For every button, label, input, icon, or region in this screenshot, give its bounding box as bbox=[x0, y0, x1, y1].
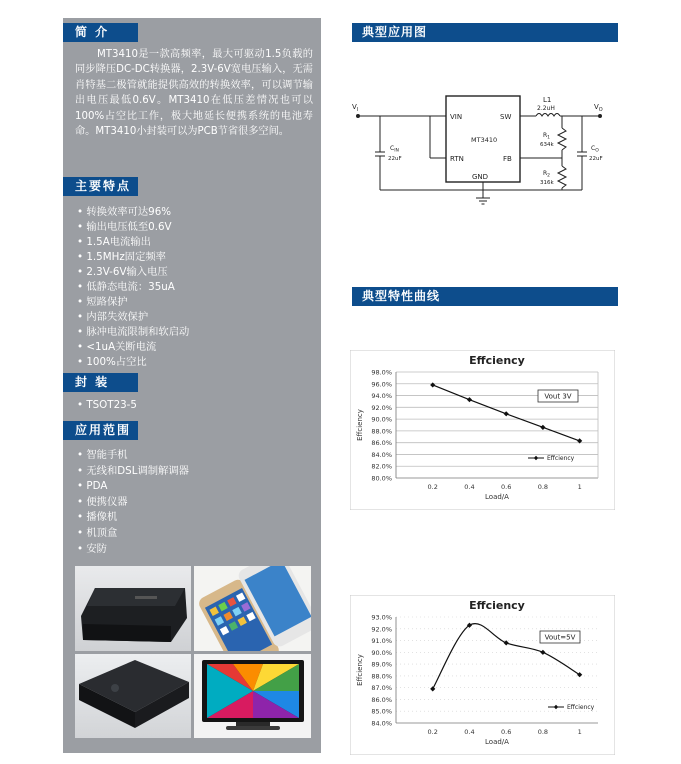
x-tick-label: 0.4 bbox=[464, 728, 475, 736]
svg-text:VO bbox=[594, 103, 603, 113]
y-tick-label: 92.0% bbox=[371, 403, 392, 412]
y-tick-label: 87.0% bbox=[371, 684, 392, 693]
application-item: • 机顶盒 bbox=[77, 526, 189, 542]
x-tick-label: 0.2 bbox=[427, 483, 438, 491]
x-axis-label: Load/A bbox=[485, 493, 509, 501]
x-tick-label: 1 bbox=[577, 728, 582, 736]
svg-text:R1 bbox=[543, 132, 550, 141]
feature-item: • 短路保护 bbox=[77, 295, 189, 310]
x-tick-label: 0.8 bbox=[537, 728, 549, 736]
y-tick-label: 88.0% bbox=[371, 427, 392, 436]
y-axis-label: Effciency bbox=[356, 654, 364, 686]
application-item: • 智能手机 bbox=[77, 448, 189, 464]
y-tick-label: 84.0% bbox=[371, 450, 392, 459]
set-top-box-photo bbox=[75, 566, 191, 651]
application-item: • 播像机 bbox=[77, 510, 189, 526]
vout-subscript: O bbox=[598, 107, 603, 113]
feature-item: • 输出电压低至0.6V bbox=[77, 220, 189, 235]
x-tick-label: 1 bbox=[577, 483, 582, 491]
y-tick-label: 96.0% bbox=[371, 380, 392, 389]
feature-item: • 1.5MHz固定频率 bbox=[77, 250, 189, 265]
inductor-label: L1 bbox=[543, 96, 552, 104]
annotation-text: Vout 3V bbox=[544, 392, 572, 401]
r2-label: R bbox=[543, 170, 548, 177]
y-tick-label: 88.0% bbox=[371, 672, 392, 681]
application-item: • PDA bbox=[77, 479, 189, 495]
y-tick-label: 98.0% bbox=[371, 368, 392, 377]
curves-heading: 典型特性曲线 bbox=[352, 287, 618, 306]
r2-subscript: 2 bbox=[547, 173, 551, 179]
feature-item: • 低静态电流：35uA bbox=[77, 280, 189, 295]
y-axis-label: Effciency bbox=[356, 409, 364, 441]
vout-label: V bbox=[594, 103, 599, 111]
feature-item: • 内部失效保护 bbox=[77, 310, 189, 325]
y-tick-label: 85.0% bbox=[371, 707, 392, 716]
pin-gnd-label: GND bbox=[472, 173, 489, 181]
r1-subscript: 1 bbox=[547, 135, 551, 141]
product-photos bbox=[75, 566, 311, 738]
x-tick-label: 0.8 bbox=[537, 483, 549, 491]
cin-label: C bbox=[390, 145, 395, 152]
package-heading: 封 装 bbox=[63, 373, 138, 392]
legend-label: Effciency bbox=[547, 455, 575, 463]
application-item: • 安防 bbox=[77, 542, 189, 558]
feature-item: • 2.3V-6V输入电压 bbox=[77, 265, 189, 280]
y-tick-label: 89.0% bbox=[371, 660, 392, 669]
typical-application-circuit bbox=[350, 80, 650, 220]
feature-item: • 脉冲电流限制和软启动 bbox=[77, 325, 189, 340]
y-tick-label: 80.0% bbox=[371, 474, 392, 483]
smartphone-photo bbox=[194, 566, 311, 651]
svg-text:VI bbox=[352, 103, 358, 113]
feature-item: • 1.5A电流输出 bbox=[77, 235, 189, 250]
x-tick-label: 0.6 bbox=[501, 728, 512, 736]
r1-label: R bbox=[543, 132, 548, 139]
chart-title: Effciency bbox=[469, 354, 525, 367]
annotation-text: Vout=5V bbox=[544, 633, 576, 642]
y-tick-label: 82.0% bbox=[371, 462, 392, 471]
chip-label: MT3410 bbox=[471, 136, 498, 144]
cout-value: 22uF bbox=[589, 156, 603, 162]
media-box-photo bbox=[75, 654, 191, 738]
x-axis-label: Load/A bbox=[485, 738, 509, 746]
cin-subscript: IN bbox=[394, 148, 399, 154]
application-item: • 无线和DSL调制解调器 bbox=[77, 464, 189, 480]
sidebar bbox=[63, 18, 321, 753]
svg-text:CIN bbox=[390, 145, 399, 154]
efficiency-chart-3v bbox=[350, 350, 615, 510]
features-heading: 主要特点 bbox=[63, 177, 138, 196]
vin-subscript: I bbox=[356, 107, 359, 113]
vin-label: V bbox=[352, 103, 357, 111]
intro-heading: 简 介 bbox=[63, 23, 138, 42]
r1-value: 634k bbox=[540, 142, 554, 148]
application-item: • 便携仪器 bbox=[77, 495, 189, 511]
y-tick-label: 90.0% bbox=[371, 648, 392, 657]
features-list bbox=[77, 205, 189, 370]
svg-text:CO bbox=[591, 145, 599, 154]
intro-paragraph: MT3410是一款高频率，最大可驱动1.5负载的同步降压DC-DC转换器，2.3V-6V宽电压输入，无需肖特基二极管就能提供高效的转换效率，可以调节输出电压最低0.6V。MT3410在低压差情况也可以100%占空比工作，极大地延长便携系统的电池寿命。MT3410小封装可以为PCB节省很多空间。 bbox=[75, 49, 313, 138]
feature-item: • 转换效率可达96% bbox=[77, 205, 189, 220]
legend-label: Effciency bbox=[567, 704, 595, 712]
y-tick-label: 92.0% bbox=[371, 625, 392, 634]
pin-rtn-label: RTN bbox=[450, 155, 464, 163]
y-tick-label: 94.0% bbox=[371, 392, 392, 401]
x-tick-label: 0.4 bbox=[464, 483, 475, 491]
y-tick-label: 93.0% bbox=[371, 613, 392, 622]
feature-item: • <1uA关断电流 bbox=[77, 340, 189, 355]
package-item: • TSOT23-5 bbox=[77, 398, 137, 413]
inductor-value: 2.2uH bbox=[537, 105, 555, 112]
television-photo bbox=[194, 654, 311, 738]
y-tick-label: 84.0% bbox=[371, 719, 392, 728]
chart-title: Effciency bbox=[469, 599, 525, 612]
applications-heading: 应用范围 bbox=[63, 421, 138, 440]
y-tick-label: 91.0% bbox=[371, 637, 392, 646]
r2-value: 316k bbox=[540, 180, 554, 186]
applications-list bbox=[77, 448, 189, 557]
svg-text:R2 bbox=[543, 170, 550, 179]
cin-value: 22uF bbox=[388, 156, 402, 162]
pin-sw-label: SW bbox=[500, 113, 512, 121]
x-tick-label: 0.6 bbox=[501, 483, 512, 491]
x-tick-label: 0.2 bbox=[427, 728, 438, 736]
circuit-heading: 典型应用图 bbox=[352, 23, 618, 42]
y-tick-label: 86.0% bbox=[371, 695, 392, 704]
cout-subscript: O bbox=[595, 148, 599, 154]
cout-label: C bbox=[591, 145, 596, 152]
feature-item: • 100%占空比 bbox=[77, 355, 189, 370]
pin-fb-label: FB bbox=[503, 155, 512, 163]
efficiency-chart-5v bbox=[350, 595, 615, 755]
y-tick-label: 90.0% bbox=[371, 415, 392, 424]
y-tick-label: 86.0% bbox=[371, 439, 392, 448]
pin-vin-label: VIN bbox=[450, 113, 463, 121]
package-list bbox=[77, 398, 137, 413]
